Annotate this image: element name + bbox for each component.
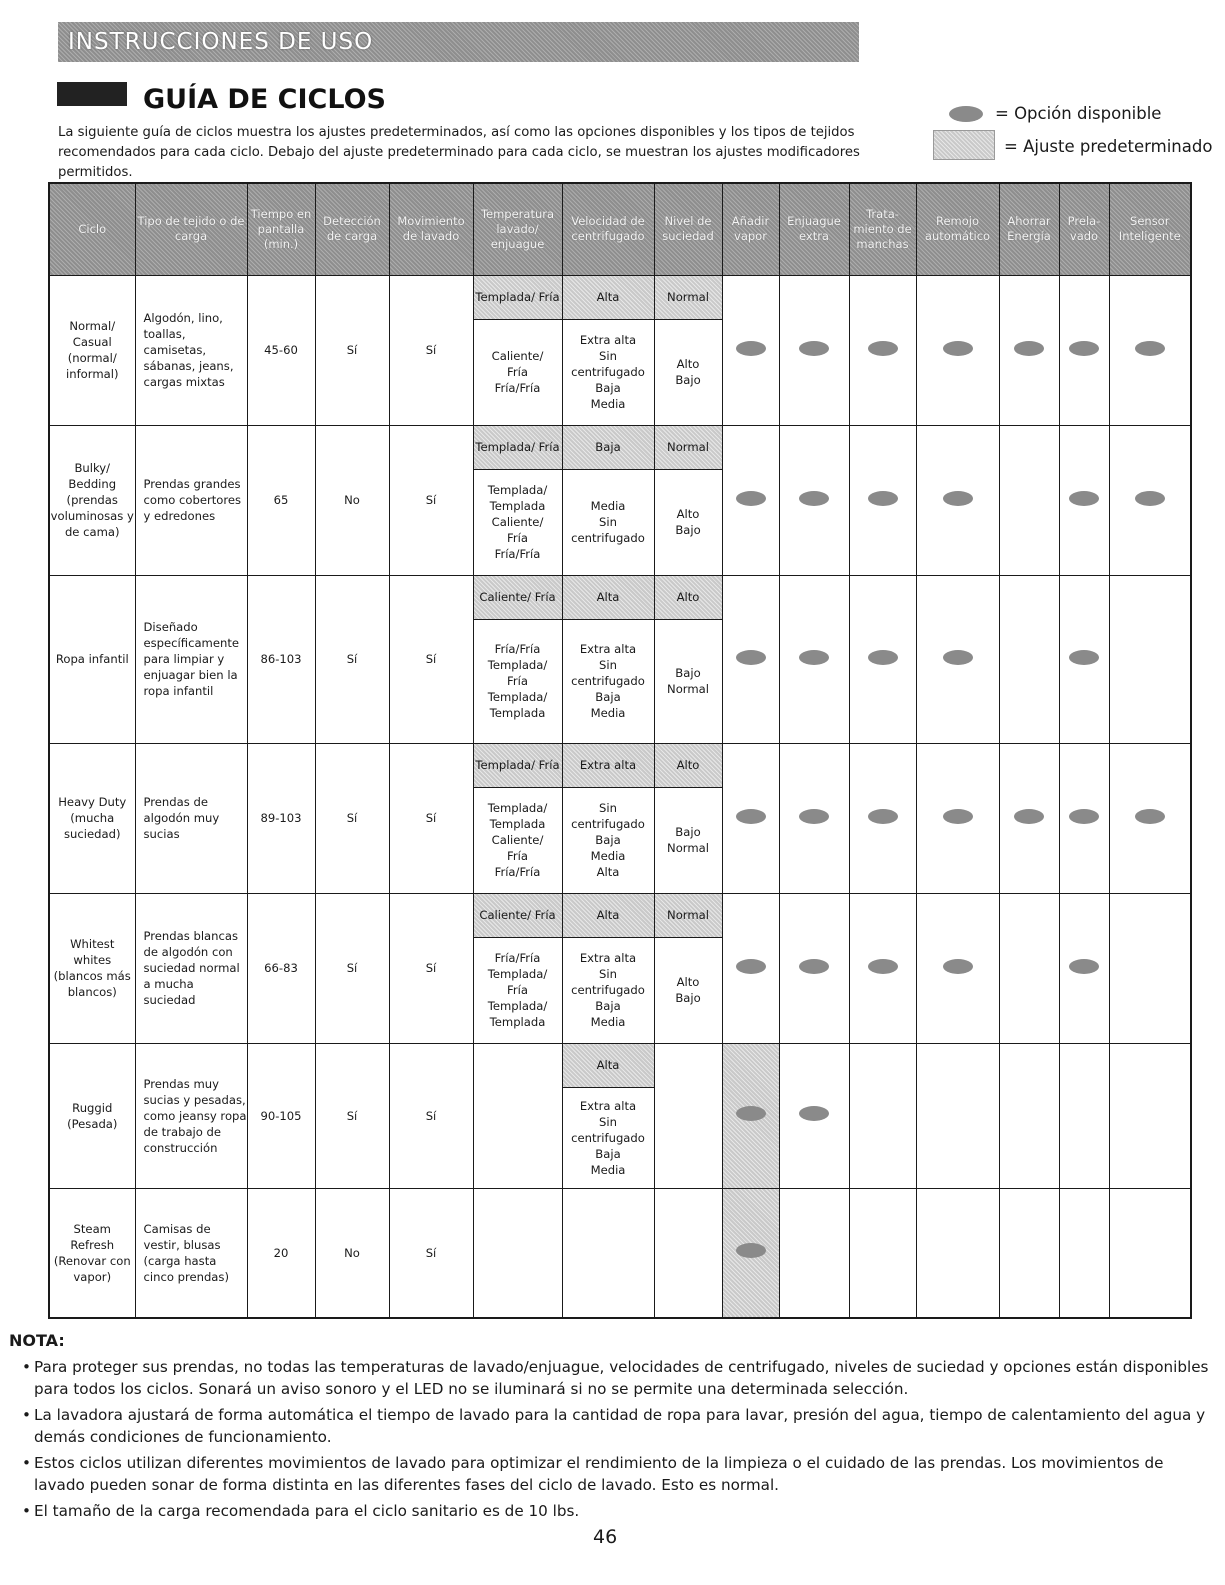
soil-level-cell-option: Normal — [667, 682, 709, 696]
available-option-icon — [799, 809, 829, 824]
default-option-icon — [736, 1243, 766, 1258]
temperature-cell-option: Fría — [507, 983, 528, 997]
option-manchas — [849, 425, 916, 575]
option-ahorrar — [999, 893, 1059, 1043]
table-row — [49, 743, 1191, 893]
option-enjuague — [779, 275, 849, 425]
spin-speed-cell-option: Sin — [599, 349, 617, 363]
spin-speed-cell-option: Extra alta — [579, 642, 637, 656]
soil-level-cell-options — [655, 320, 722, 425]
temperature-cell-option: Templada/ — [487, 801, 548, 815]
option-sensor — [1109, 575, 1191, 743]
temperature-cell-option: Caliente/ — [491, 515, 544, 529]
available-option-icon — [1135, 491, 1165, 506]
option-ahorrar — [999, 575, 1059, 743]
spin-speed-cell-option: centrifugado — [571, 531, 645, 545]
temperature-cell-option: Templada — [489, 817, 546, 831]
spin-speed-cell-default: Extra alta — [563, 744, 654, 788]
table-row — [49, 575, 1191, 743]
option-vapor — [722, 425, 779, 575]
soil-level-cell-option: Bajo — [675, 523, 701, 537]
temperature-cell-default: Caliente/ Fría — [474, 576, 562, 620]
spin-speed-cell — [562, 425, 654, 575]
header-enjuague: Enjuague extra — [779, 183, 849, 275]
available-option-icon — [943, 809, 973, 824]
option-prelavado — [1059, 575, 1109, 743]
available-option-icon — [1069, 341, 1099, 356]
legend-default-label: = Ajuste predeterminado — [1004, 137, 1213, 156]
spin-speed-cell-options — [563, 470, 654, 575]
header-remojo: Remojo automático — [916, 183, 999, 275]
header-tiempo: Tiempo en pantalla (min.) — [247, 183, 315, 275]
table-row — [49, 893, 1191, 1043]
spin-speed-cell-option: Baja — [595, 690, 621, 704]
spin-speed-cell-option: Media — [590, 397, 626, 411]
temperature-cell — [473, 425, 562, 575]
temperature-cell — [473, 1043, 562, 1188]
available-option-icon — [868, 491, 898, 506]
temperature-cell — [473, 743, 562, 893]
temperature-cell-options — [474, 620, 562, 743]
available-option-icon — [736, 341, 766, 356]
header-manchas: Trata- miento de manchas — [849, 183, 916, 275]
available-option-icon — [736, 809, 766, 824]
temperature-cell-options — [474, 938, 562, 1043]
option-sensor — [1109, 425, 1191, 575]
temperature-cell-option: Fría/Fría — [494, 951, 541, 965]
table-row — [49, 1188, 1191, 1318]
spin-speed-cell-option: Sin — [599, 515, 617, 529]
option-enjuague — [779, 743, 849, 893]
spin-speed-cell — [562, 893, 654, 1043]
option-sensor — [1109, 743, 1191, 893]
temperature-cell-option: Templada — [489, 706, 546, 720]
spin-speed-cell — [562, 575, 654, 743]
table-header-row — [49, 183, 1191, 275]
option-manchas — [849, 275, 916, 425]
spin-speed-cell-option: Extra alta — [579, 333, 637, 347]
cycle-name: Whitest whites (blancos más blancos) — [49, 893, 135, 1043]
header-nivel: Nivel de suciedad — [654, 183, 722, 275]
spin-speed-cell-option: Baja — [595, 833, 621, 847]
option-prelavado — [1059, 743, 1109, 893]
load-detection: No — [315, 1188, 389, 1318]
option-vapor — [722, 743, 779, 893]
fabric-type: Camisas de vestir, blusas (carga hasta cinco prendas) — [135, 1188, 247, 1318]
spin-speed-cell-default: Alta — [563, 576, 654, 620]
temperature-cell — [473, 275, 562, 425]
temperature-cell-option: Templada/ — [487, 690, 548, 704]
temperature-cell — [473, 1188, 562, 1318]
option-manchas — [849, 1188, 916, 1318]
option-ahorrar — [999, 1043, 1059, 1188]
display-time: 89-103 — [247, 743, 315, 893]
temperature-cell-option: Templada/ — [487, 999, 548, 1013]
option-ahorrar — [999, 275, 1059, 425]
spin-speed-cell-default: Baja — [563, 426, 654, 470]
option-manchas — [849, 743, 916, 893]
available-option-icon — [1069, 809, 1099, 824]
spin-speed-cell-option: Media — [590, 706, 626, 720]
temperature-cell-option: Fría/Fría — [494, 865, 541, 879]
spin-speed-cell-option: Extra alta — [579, 1098, 637, 1113]
option-vapor — [722, 275, 779, 425]
default-setting-swatch — [933, 130, 995, 160]
soil-level-cell-default: Normal — [655, 276, 722, 320]
option-prelavado — [1059, 1188, 1109, 1318]
soil-level-cell-options — [655, 470, 722, 575]
temperature-cell-option: Fría — [507, 849, 528, 863]
option-vapor — [722, 893, 779, 1043]
available-option-icon — [1014, 809, 1044, 824]
header-ciclo: Ciclo — [49, 183, 135, 275]
spin-speed-cell-options — [563, 788, 654, 893]
default-option-icon — [736, 1106, 766, 1121]
page-title: GUÍA DE CICLOS — [143, 84, 386, 115]
spin-speed-cell-option: Media — [590, 1162, 626, 1177]
fabric-type: Prendas de algodón muy sucias — [135, 743, 247, 893]
available-option-icon — [799, 491, 829, 506]
available-option-icon — [1014, 341, 1044, 356]
spin-speed-cell-option: Baja — [595, 1146, 621, 1161]
fabric-type: Prendas blancas de algodón con suciedad normal a mucha suciedad — [135, 893, 247, 1043]
option-ahorrar — [999, 425, 1059, 575]
temperature-cell-option: Templada — [489, 1015, 546, 1029]
available-option-icon — [868, 959, 898, 974]
temperature-cell-default: Templada/ Fría — [474, 276, 562, 320]
option-sensor — [1109, 1188, 1191, 1318]
option-remojo — [916, 743, 999, 893]
header-deteccion: Detección de carga — [315, 183, 389, 275]
soil-level-cell-default: Normal — [655, 426, 722, 470]
available-option-icon — [799, 650, 829, 665]
spin-speed-cell-option: Sin — [599, 1114, 617, 1129]
soil-level-cell-option: Alto — [676, 357, 700, 371]
cycle-name: Ropa infantil — [49, 575, 135, 743]
load-detection: Sí — [315, 275, 389, 425]
soil-level-cell-option: Alto — [676, 507, 700, 521]
option-prelavado — [1059, 275, 1109, 425]
available-option-icon — [943, 959, 973, 974]
wash-motion: Sí — [389, 425, 473, 575]
spin-speed-cell-option: Baja — [595, 999, 621, 1013]
load-detection: No — [315, 425, 389, 575]
spin-speed-cell-option: Sin — [599, 658, 617, 672]
available-option-icon — [1069, 650, 1099, 665]
display-time: 20 — [247, 1188, 315, 1318]
temperature-cell-option: Templada — [489, 499, 546, 513]
option-enjuague — [779, 575, 849, 743]
option-prelavado — [1059, 425, 1109, 575]
temperature-cell-default: Templada/ Fría — [474, 744, 562, 788]
option-ahorrar — [999, 1188, 1059, 1318]
wash-motion: Sí — [389, 1043, 473, 1188]
temperature-cell-options — [474, 788, 562, 893]
table-row — [49, 425, 1191, 575]
header-prelavado: Prela- vado — [1059, 183, 1109, 275]
temperature-cell-option: Caliente/ — [491, 349, 544, 363]
soil-level-cell — [654, 1043, 722, 1188]
header-velocidad: Velocidad de centrifugado — [562, 183, 654, 275]
load-detection: Sí — [315, 743, 389, 893]
display-time: 90-105 — [247, 1043, 315, 1188]
fabric-type: Diseñado específicamente para limpiar y enjuagar bien la ropa infantil — [135, 575, 247, 743]
soil-level-cell-default: Alto — [655, 744, 722, 788]
notes-list — [22, 1356, 1212, 1526]
option-manchas — [849, 575, 916, 743]
section-marker — [57, 82, 127, 106]
option-enjuague — [779, 1188, 849, 1318]
available-option-icon — [1135, 809, 1165, 824]
option-sensor — [1109, 275, 1191, 425]
temperature-cell-option: Fría — [507, 674, 528, 688]
option-manchas — [849, 1043, 916, 1188]
temperature-cell-options — [474, 320, 562, 425]
option-remojo — [916, 1188, 999, 1318]
option-remojo — [916, 575, 999, 743]
available-option-icon — [943, 341, 973, 356]
option-vapor — [722, 575, 779, 743]
spin-speed-cell-options — [563, 620, 654, 743]
header-sensor: Sensor Inteligente — [1109, 183, 1191, 275]
spin-speed-cell-option: Alta — [596, 865, 620, 879]
temperature-cell-option: Fría — [507, 531, 528, 545]
option-manchas — [849, 893, 916, 1043]
available-option-icon — [799, 959, 829, 974]
cycle-guide-table — [48, 182, 1192, 1319]
spin-speed-cell-option: Sin — [599, 967, 617, 981]
spin-speed-cell-default: Alta — [563, 894, 654, 938]
header-tejido: Tipo de tejido o de carga — [135, 183, 247, 275]
spin-speed-cell-default: Alta — [563, 1044, 654, 1088]
temperature-cell-option: Fría — [507, 365, 528, 379]
spin-speed-cell — [562, 743, 654, 893]
spin-speed-cell-option: Baja — [595, 381, 621, 395]
available-option-icon — [868, 809, 898, 824]
cycle-name: Heavy Duty (mucha suciedad) — [49, 743, 135, 893]
wash-motion: Sí — [389, 1188, 473, 1318]
legend-available-label: = Opción disponible — [995, 104, 1162, 123]
option-vapor — [722, 1043, 779, 1188]
spin-speed-cell-option: Extra alta — [579, 951, 637, 965]
spin-speed-cell — [562, 275, 654, 425]
spin-speed-cell-option: centrifugado — [571, 365, 645, 379]
note-item: • La lavadora ajustará de forma automática el tiempo de lavado para la cantidad de ropa para lavar, presión del agua, tiempo de calentamiento del agua y demás condiciones de funcionamiento. — [22, 1404, 1212, 1448]
table-row — [49, 275, 1191, 425]
option-sensor — [1109, 893, 1191, 1043]
option-remojo — [916, 275, 999, 425]
fabric-type: Prendas grandes como cobertores y edredones — [135, 425, 247, 575]
spin-speed-cell-option: centrifugado — [571, 1130, 645, 1145]
available-option-icon — [943, 491, 973, 506]
temperature-cell-option: Caliente/ — [491, 833, 544, 847]
available-option-icon — [736, 959, 766, 974]
cycle-name: Ruggid (Pesada) — [49, 1043, 135, 1188]
note-item: • Estos ciclos utilizan diferentes movimientos de lavado para optimizar el rendimiento de la limpieza o el cuidado de las prendas. Los movimientos de lavado pueden sonar de forma distinta en las diferentes fases del ciclo de lavado. Esto es normal. — [22, 1452, 1212, 1496]
option-enjuague — [779, 893, 849, 1043]
spin-speed-cell — [562, 1188, 654, 1318]
spin-speed-cell-options — [563, 1088, 654, 1188]
section-banner — [58, 22, 859, 62]
soil-level-cell — [654, 743, 722, 893]
option-prelavado — [1059, 893, 1109, 1043]
temperature-cell-default: Templada/ Fría — [474, 426, 562, 470]
spin-speed-cell-option: centrifugado — [571, 983, 645, 997]
soil-level-cell-option: Bajo — [675, 373, 701, 387]
temperature-cell-options — [474, 470, 562, 575]
option-remojo — [916, 1043, 999, 1188]
option-vapor — [722, 1188, 779, 1318]
soil-level-cell — [654, 275, 722, 425]
option-sensor — [1109, 1043, 1191, 1188]
available-option-icon — [1069, 491, 1099, 506]
available-option-icon — [1069, 959, 1099, 974]
display-time: 45-60 — [247, 275, 315, 425]
soil-level-cell-default: Normal — [655, 894, 722, 938]
soil-level-cell-option: Bajo — [675, 991, 701, 1005]
spin-speed-cell-option: Media — [590, 499, 626, 513]
soil-level-cell — [654, 893, 722, 1043]
cycle-name: Steam Refresh (Renovar con vapor) — [49, 1188, 135, 1318]
cycle-name: Normal/ Casual (normal/ informal) — [49, 275, 135, 425]
display-time: 66-83 — [247, 893, 315, 1043]
note-item: • Para proteger sus prendas, no todas las temperaturas de lavado/enjuague, velocidades de centrifugado, niveles de suciedad y opciones están disponibles para todos los ciclos. Sonará un aviso sonoro y el LED no se iluminará si no se permite una determinada selección. — [22, 1356, 1212, 1400]
cycle-name: Bulky/ Bedding (prendas voluminosas y de cama) — [49, 425, 135, 575]
soil-level-cell-option: Bajo — [675, 825, 701, 839]
wash-motion: Sí — [389, 743, 473, 893]
available-option-icon — [736, 491, 766, 506]
available-option-icon — [868, 650, 898, 665]
option-enjuague — [779, 1043, 849, 1188]
intro-text: La siguiente guía de ciclos muestra los ajustes predeterminados, así como las opciones disponibles y los tipos de tejidos recomendados para cada ciclo. Debajo del ajuste predeterminado para cada ciclo, se muestran los ajustes modificadores permitidos. — [58, 125, 860, 180]
soil-level-cell-option: Normal — [667, 841, 709, 855]
wash-motion: Sí — [389, 275, 473, 425]
available-option-icon — [799, 341, 829, 356]
note-item: • El tamaño de la carga recomendada para el ciclo sanitario es de 10 lbs. — [22, 1500, 1212, 1522]
available-option-icon — [868, 341, 898, 356]
load-detection: Sí — [315, 1043, 389, 1188]
temperature-cell-option: Fría/Fría — [494, 381, 541, 395]
temperature-cell-option: Fría/Fría — [494, 642, 541, 656]
temperature-cell — [473, 575, 562, 743]
note-title: NOTA: — [9, 1331, 65, 1350]
temperature-cell-option: Templada/ — [487, 658, 548, 672]
fabric-type: Prendas muy sucias y pesadas, como jeansy ropa de trabajo de construcción — [135, 1043, 247, 1188]
option-ahorrar — [999, 743, 1059, 893]
temperature-cell-option: Templada/ — [487, 483, 548, 497]
spin-speed-cell — [562, 1043, 654, 1188]
temperature-cell-option: Templada/ — [487, 967, 548, 981]
spin-speed-cell-option: centrifugado — [571, 817, 645, 831]
header-movimiento: Movimiento de lavado — [389, 183, 473, 275]
wash-motion: Sí — [389, 893, 473, 1043]
header-ahorrar: Ahorrar Energía — [999, 183, 1059, 275]
available-option-icon — [949, 106, 983, 122]
soil-level-cell-options — [655, 620, 722, 743]
temperature-cell-option: Fría/Fría — [494, 547, 541, 561]
table-row — [49, 1043, 1191, 1188]
temperature-cell-default: Caliente/ Fría — [474, 894, 562, 938]
option-remojo — [916, 893, 999, 1043]
load-detection: Sí — [315, 893, 389, 1043]
spin-speed-cell-option: Media — [590, 849, 626, 863]
soil-level-cell — [654, 1188, 722, 1318]
load-detection: Sí — [315, 575, 389, 743]
available-option-icon — [1135, 341, 1165, 356]
header-vapor: Añadir vapor — [722, 183, 779, 275]
display-time: 65 — [247, 425, 315, 575]
header-temperatura: Temperatura lavado/ enjuague — [473, 183, 562, 275]
spin-speed-cell-option: Sin — [599, 801, 617, 815]
available-option-icon — [943, 650, 973, 665]
soil-level-cell-default: Alto — [655, 576, 722, 620]
soil-level-cell-options — [655, 938, 722, 1043]
temperature-cell — [473, 893, 562, 1043]
soil-level-cell-option: Alto — [676, 975, 700, 989]
soil-level-cell — [654, 575, 722, 743]
spin-speed-cell-options — [563, 938, 654, 1043]
spin-speed-cell-default: Alta — [563, 276, 654, 320]
spin-speed-cell-option: Media — [590, 1015, 626, 1029]
wash-motion: Sí — [389, 575, 473, 743]
banner-title: INSTRUCCIONES DE USO — [68, 29, 374, 55]
soil-level-cell — [654, 425, 722, 575]
option-remojo — [916, 425, 999, 575]
soil-level-cell-option: Bajo — [675, 666, 701, 680]
available-option-icon — [799, 1106, 829, 1121]
option-prelavado — [1059, 1043, 1109, 1188]
available-option-icon — [736, 650, 766, 665]
fabric-type: Algodón, lino, toallas, camisetas, sábanas, jeans, cargas mixtas — [135, 275, 247, 425]
page-number: 46 — [593, 1526, 618, 1548]
option-enjuague — [779, 425, 849, 575]
spin-speed-cell-option: centrifugado — [571, 674, 645, 688]
soil-level-cell-options — [655, 788, 722, 893]
display-time: 86-103 — [247, 575, 315, 743]
spin-speed-cell-options — [563, 320, 654, 425]
